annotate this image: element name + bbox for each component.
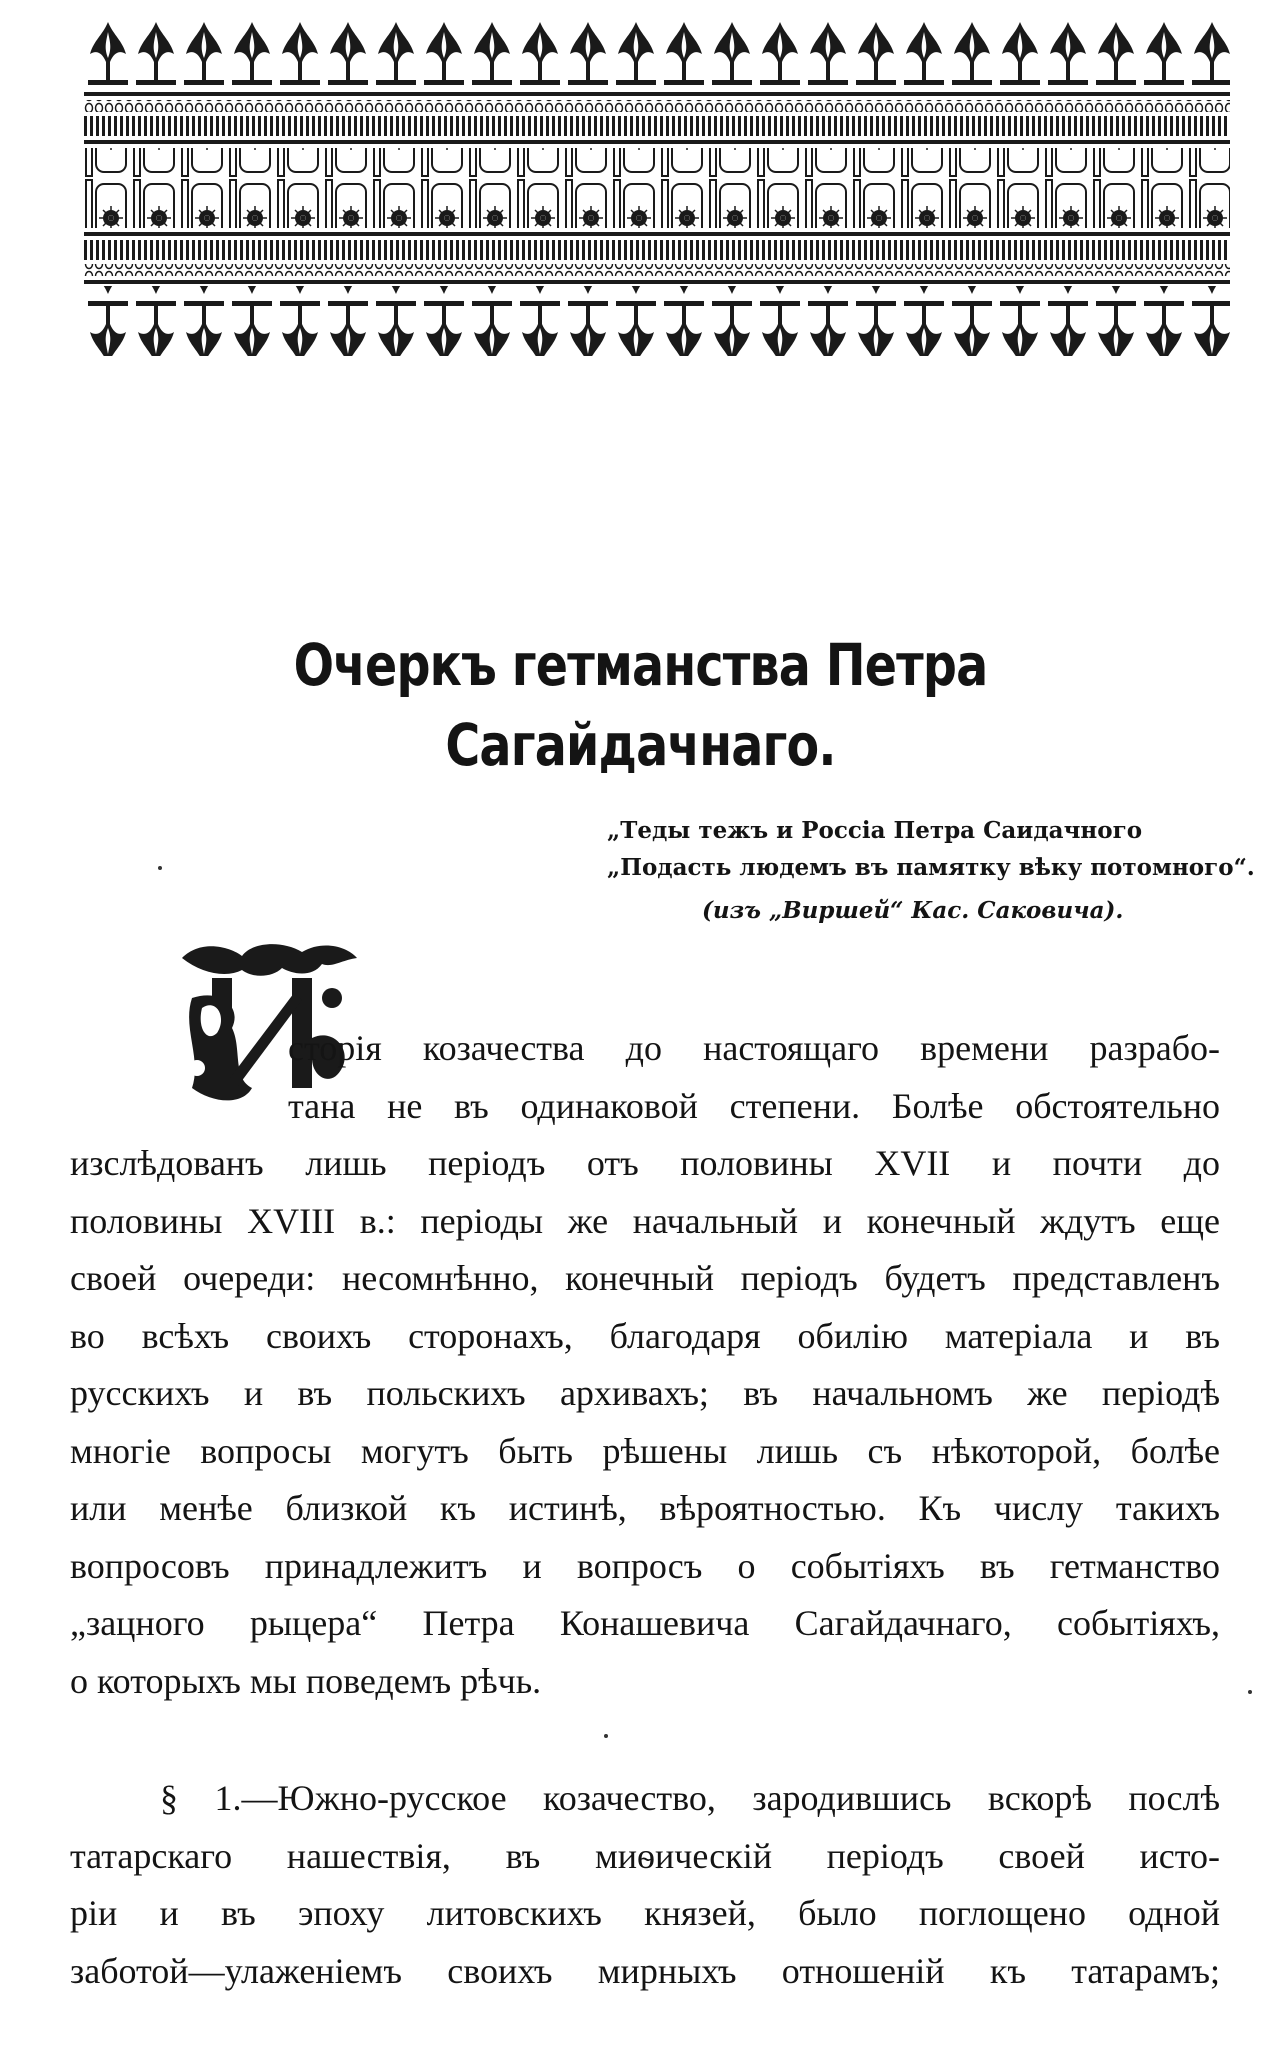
decorative-border-icon xyxy=(84,18,1230,358)
text-line: тана не въ одинаковой степени. Болѣе обстоятельно xyxy=(288,1085,1220,1126)
stray-mark xyxy=(604,1734,608,1738)
paragraph xyxy=(70,1020,1220,1710)
epigraph xyxy=(607,812,1255,929)
text-line: § 1.—Южно-русское козачество, зародившись вскорѣ послѣ xyxy=(160,1778,1220,1818)
stray-mark xyxy=(158,866,162,870)
epigraph-line: „Подасть людемъ въ памятку вѣку потомного“. xyxy=(607,854,1255,881)
text-line: своей очереди: несомнѣнно, конечный періодъ будетъ представленъ xyxy=(70,1258,1220,1298)
text-line: или менѣе близкой къ истинѣ, вѣроятностью. Къ числу такихъ xyxy=(70,1488,1220,1528)
text-line: татарскаго нашествія, въ миѳическій періодъ своей исто- xyxy=(70,1835,1220,1876)
text-line: о которыхъ мы поведемъ рѣчь. xyxy=(70,1660,542,1701)
epigraph-line: „Теды тежъ и Россіа Петра Саидачного xyxy=(607,817,1143,844)
text-line: многіе вопросы могутъ быть рѣшены лишь съ нѣкоторой, болѣе xyxy=(70,1430,1220,1471)
text-line: во всѣхъ своихъ сторонахъ, благодаря обилію матеріала и въ xyxy=(70,1315,1220,1356)
stray-mark xyxy=(1248,1690,1252,1694)
text-line: половины XVIII в.: періоды же начальный и конечный ждутъ еще xyxy=(70,1200,1220,1241)
text-line: ріи и въ эпоху литовскихъ князей, было поглощено одной xyxy=(70,1893,1220,1933)
text-line: русскихъ и въ польскихъ архивахъ; въ начальномъ же періодѣ xyxy=(70,1373,1220,1413)
text-line: заботой—улаженіемъ своихъ мирныхъ отношеній къ татарамъ; xyxy=(70,1950,1220,1991)
text-line: изслѣдованъ лишь періодъ отъ половины XVII и почти до xyxy=(70,1143,1220,1183)
epigraph-source: (изъ „Виршей“ Кас. Саковича). xyxy=(702,897,1124,924)
text-line: „зацного рыцера“ Петра Конашевича Сагайдачнаго, событіяхъ, xyxy=(70,1603,1220,1643)
text-line: сторія козачества до настоящаго времени разрабо- xyxy=(288,1028,1220,1068)
paragraph xyxy=(70,1770,1220,2000)
text-line: вопросовъ принадлежитъ и вопросъ о событіяхъ въ гетманство xyxy=(70,1545,1220,1586)
page-title: Очеркъ гетманства Петра Сагайдачнаго. xyxy=(293,631,988,779)
